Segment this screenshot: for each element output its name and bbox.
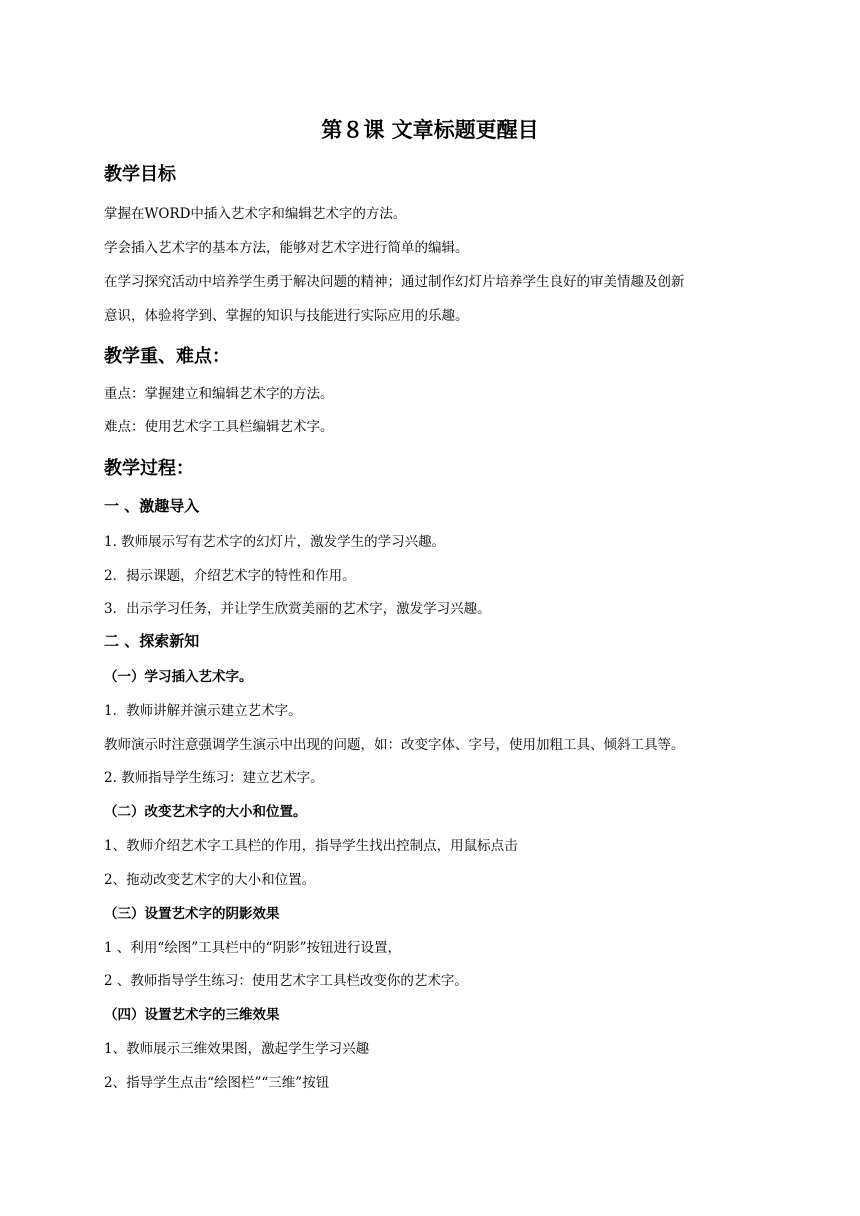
sub2-heading: （二）改变艺术字的大小和位置。 xyxy=(104,804,307,820)
sub4-heading: （四）设置艺术字的三维效果 xyxy=(104,1007,280,1023)
part1-line-3: 3．出示学习任务，并让学生欣赏美丽的艺术字，激发学习兴趣。 xyxy=(104,601,491,617)
sub3-heading: （三）设置艺术字的阴影效果 xyxy=(104,906,280,922)
sub3-line-2: 2 、教师指导学生练习：使用艺术字工具栏改变你的艺术字。 xyxy=(104,973,468,989)
process-heading: 教学过程： xyxy=(104,458,194,479)
key-points-heading: 教学重、难点： xyxy=(104,346,230,367)
part1-line-1: 1. 教师展示写有艺术字的幻灯片，激发学生的学习兴趣。 xyxy=(104,534,446,550)
objectives-line-2: 学会插入艺术字的基本方法，能够对艺术字进行简单的编辑。 xyxy=(104,240,469,256)
part1-line-2: 2．揭示课题，介绍艺术字的特性和作用。 xyxy=(104,568,356,584)
key-point-line-2: 难点：使用艺术字工具栏编辑艺术字。 xyxy=(104,419,334,435)
document-title: 第８课 文章标题更醒目 xyxy=(321,118,539,142)
objectives-line-1: 掌握在WORD中插入艺术字和编辑艺术字的方法。 xyxy=(104,206,407,222)
sub4-line-2: 2、指导学生点击“绘图栏”“三维”按钮 xyxy=(104,1075,330,1091)
sub1-line-2: 教师演示时注意强调学生演示中出现的问题，如：改变字体、字号，使用加粗工具、倾斜工具等。 xyxy=(104,737,685,753)
sub4-line-1: 1、教师展示三维效果图，激起学生学习兴趣 xyxy=(104,1041,370,1057)
sub1-line-1: 1．教师讲解并演示建立艺术字。 xyxy=(104,703,302,719)
sub1-line-3: 2. 教师指导学生练习：建立艺术字。 xyxy=(104,770,324,786)
objectives-line-4: 意识，体验将学到、掌握的知识与技能进行实际应用的乐趣。 xyxy=(104,308,469,324)
sub1-heading: （一）学习插入艺术字。 xyxy=(104,669,253,685)
key-point-line-1: 重点：掌握建立和编辑艺术字的方法。 xyxy=(104,386,334,402)
part1-heading: 一 、激趣导入 xyxy=(104,497,200,515)
sub3-line-1: 1 、利用“绘图”工具栏中的“阴影”按钮进行设置， xyxy=(104,940,401,956)
sub2-line-1: 1、教师介绍艺术字工具栏的作用，指导学生找出控制点，用鼠标点击 xyxy=(104,838,518,854)
part2-heading: 二 、探索新知 xyxy=(104,632,200,650)
objectives-line-3: 在学习探究活动中培养学生勇于解决问题的精神；通过制作幻灯片培养学生良好的审美情趣及创新 xyxy=(104,274,685,290)
sub2-line-2: 2、拖动改变艺术字的大小和位置。 xyxy=(104,872,316,888)
objectives-heading: 教学目标 xyxy=(104,164,176,185)
